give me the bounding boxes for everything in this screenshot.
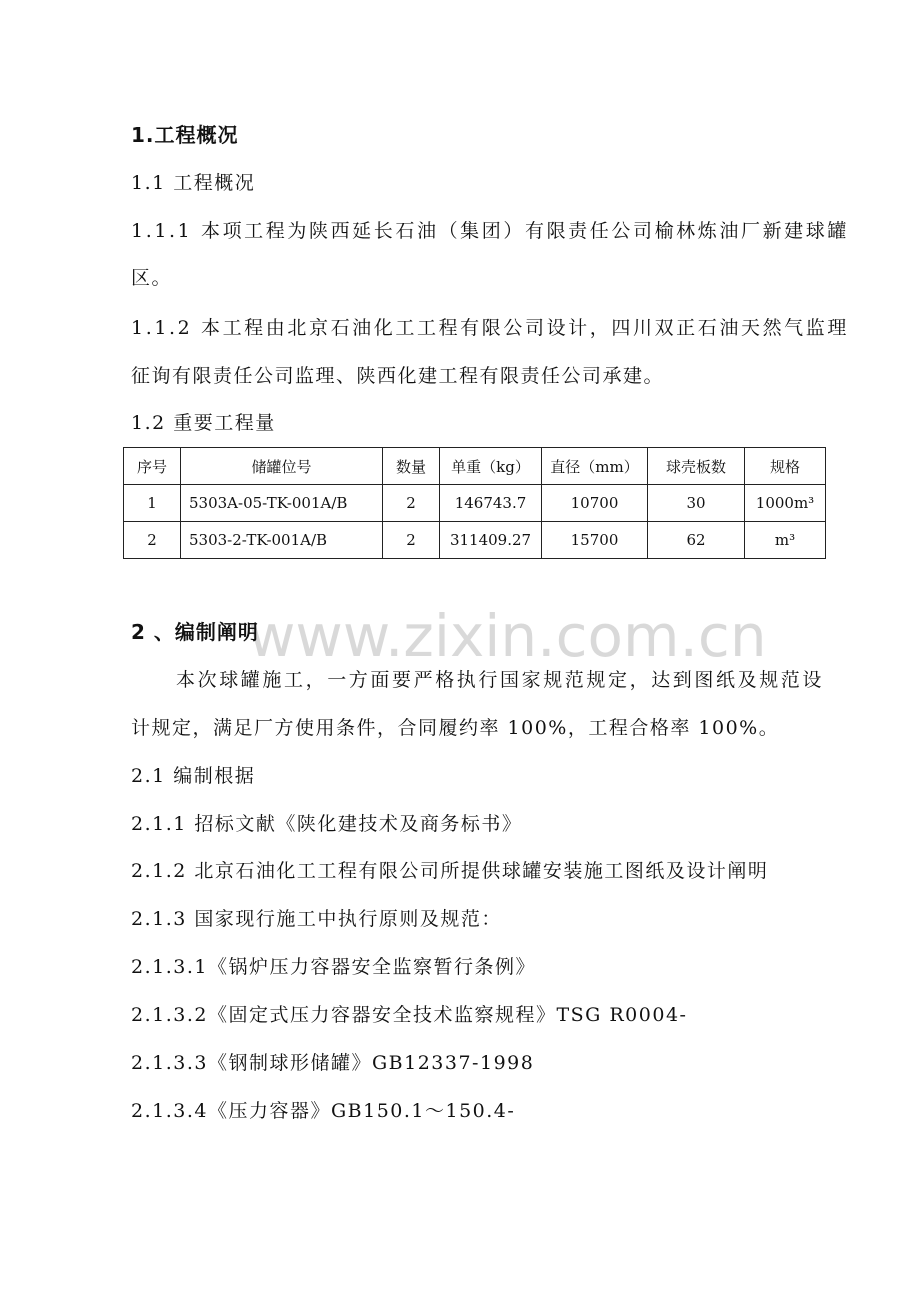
table-header-cell: 数量 — [383, 448, 440, 485]
table-cell: 30 — [648, 485, 745, 522]
table-header-cell: 单重（kg） — [440, 448, 542, 485]
item-2-1-3-2: 2.1.3.2《固定式压力容器安全技术监察规程》TSG R0004- — [131, 1004, 688, 1026]
table-header-row — [124, 448, 826, 485]
section2-1-title: 2.1 编制根据 — [131, 765, 256, 787]
table-cell: 5303-2-TK-001A/B — [181, 522, 383, 559]
item-2-1-1: 2.1.1 招标文献《陕化建技术及商务标书》 — [131, 813, 523, 835]
table-cell: 5303A-05-TK-001A/B — [181, 485, 383, 522]
table-header-cell: 球壳板数 — [648, 448, 745, 485]
quantities-table — [123, 447, 826, 559]
table-cell: 311409.27 — [440, 522, 542, 559]
section1-2-title: 1.2 重要工程量 — [131, 412, 276, 434]
section1-heading: 1.工程概况 — [131, 123, 239, 147]
table-header-cell: 规格 — [745, 448, 826, 485]
table-cell: 146743.7 — [440, 485, 542, 522]
table-header-cell: 直径（mm） — [542, 448, 648, 485]
item-2-1-3-3: 2.1.3.3《钢制球形储罐》GB12337-1998 — [131, 1052, 535, 1074]
table-cell: 62 — [648, 522, 745, 559]
item-2-1-3-4: 2.1.3.4《压力容器》GB150.1～150.4- — [131, 1100, 516, 1122]
table-header-cell: 序号 — [124, 448, 181, 485]
para-1-1-1-line1: 1.1.1 本项工程为陕西延长石油（集团）有限责任公司榆林炼油厂新建球罐 — [131, 220, 849, 242]
section2-heading: 2 、编制阐明 — [131, 620, 259, 644]
table-cell: 2 — [383, 522, 440, 559]
para-1-1-1-line2: 区。 — [131, 267, 173, 289]
watermark: www.zixin.com.cn — [248, 602, 767, 670]
para-1-1-2-line1: 1.1.2 本工程由北京石油化工工程有限公司设计，四川双正石油天然气监理 — [131, 317, 849, 339]
section2-para-line2: 计规定，满足厂方使用条件，合同履约率 100%，工程合格率 100%。 — [131, 717, 780, 739]
item-2-1-3-1: 2.1.3.1《锅炉压力容器安全监察暂行条例》 — [131, 956, 536, 978]
table-cell: 10700 — [542, 485, 648, 522]
section2-para-line1: 本次球罐施工，一方面要严格执行国家规范规定，达到图纸及规范设 — [176, 669, 825, 691]
table-row — [124, 485, 826, 522]
table-row — [124, 522, 826, 559]
table-cell: 2 — [383, 485, 440, 522]
table-cell: 1000m³ — [745, 485, 826, 522]
table-cell: 15700 — [542, 522, 648, 559]
section1-1-title: 1.1 工程概况 — [131, 172, 256, 194]
para-1-1-2-line2: 征询有限责任公司监理、陕西化建工程有限责任公司承建。 — [131, 365, 665, 387]
item-2-1-2: 2.1.2 北京石油化工工程有限公司所提供球罐安装施工图纸及设计阐明 — [131, 860, 769, 882]
item-2-1-3: 2.1.3 国家现行施工中执行原则及规范： — [131, 908, 502, 930]
table-cell: 2 — [124, 522, 181, 559]
table-cell: m³ — [745, 522, 826, 559]
table-cell: 1 — [124, 485, 181, 522]
table-header-cell: 储罐位号 — [181, 448, 383, 485]
